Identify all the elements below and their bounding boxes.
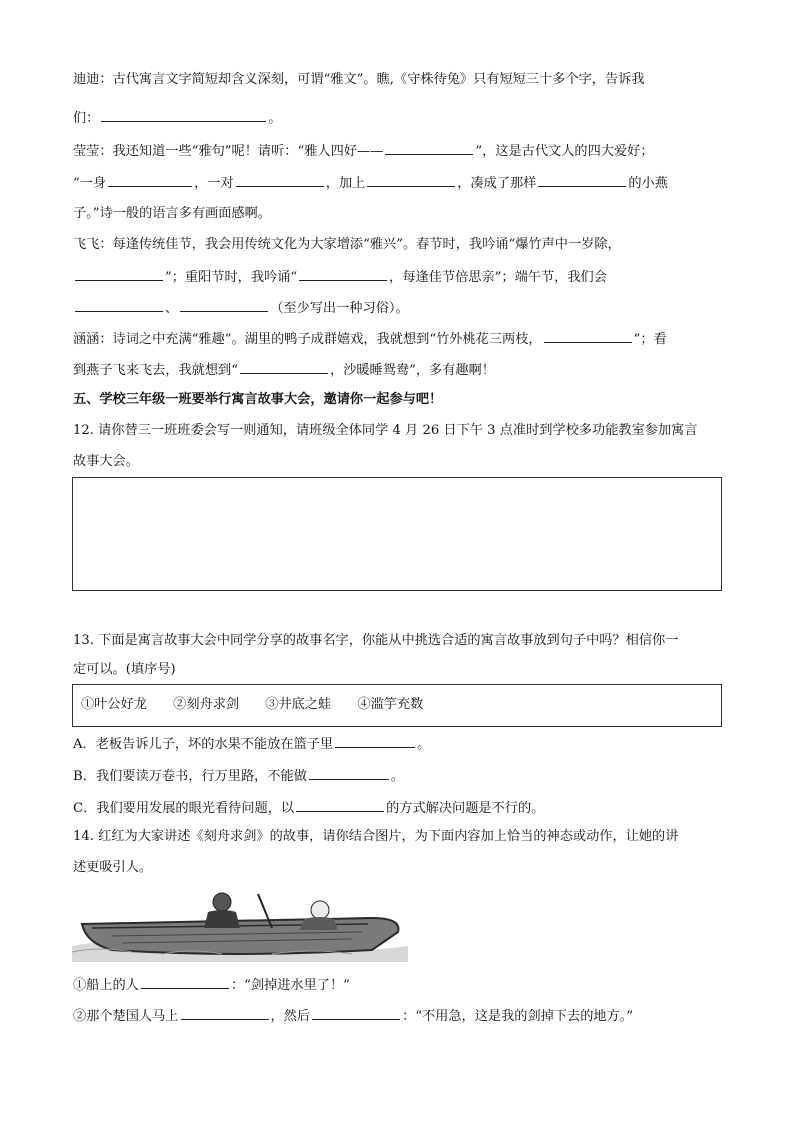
section-heading: 五、学校三年级一班要举行寓言故事大会，邀请你一起参与吧！ xyxy=(73,392,443,407)
q13-item-c: C．我们要用发展的眼光看待问题，以 的方式解决问题是不行的。 xyxy=(73,797,544,819)
q12-line-1: 12. 请你替三一班班委会写一则通知，请班级全体同学 4 月 26 日下午 3 点准时到学校多功能教室参加寓言 xyxy=(73,423,698,438)
q14-line-1: 14. 红红为大家讲述《刻舟求剑》的故事，请你结合图片，为下面内容加上恰当的神态或动作，让她的讲 xyxy=(73,829,679,844)
yingying-line-2: “一身 ，一对 ，加上 ，凑成了那样 的小燕 xyxy=(73,172,668,194)
q14-line-2: 述更吸引人。 xyxy=(73,860,153,875)
answer-blank[interactable] xyxy=(312,1005,400,1020)
answer-blank[interactable] xyxy=(309,765,389,780)
feifei-line-2: ”；重阳节时，我吟诵“ ，每逢佳节倍思亲”；端午节，我们会 xyxy=(73,266,607,288)
q13-line-1: 13. 下面是寓言故事大会中同学分享的故事名字，你能从中挑选合适的寓言故事放到句子中吗？相信你一 xyxy=(73,633,679,648)
feifei-line-3: 、 （至少写出一种习俗）。 xyxy=(73,297,409,319)
yingying-line-1: 莹莹：我还知道一些“雅句”呢！请听：“雅人四好—— ”，这是古代文人的四大爱好； xyxy=(73,140,654,162)
q14-item-1: ①船上的人 ：“剑掉进水里了！” xyxy=(73,974,350,996)
option-1: ①叶公好龙 xyxy=(81,697,147,712)
answer-blank[interactable] xyxy=(240,359,328,374)
answer-blank[interactable] xyxy=(544,328,632,343)
notice-answer-box[interactable] xyxy=(72,477,722,591)
person-head xyxy=(213,893,231,911)
option-4: ④滥竽充数 xyxy=(357,697,424,712)
chuman-head xyxy=(311,901,329,919)
q14-item-2: ②那个楚国人马上 ，然后 ：“不用急，这是我的剑掉下去的地方。” xyxy=(73,1005,633,1027)
yingying-line-3: 子。”诗一般的语言多有画面感啊。 xyxy=(73,206,271,221)
answer-blank[interactable] xyxy=(101,107,266,122)
didi-line-2: 们： 。 xyxy=(73,107,282,129)
answer-blank[interactable] xyxy=(385,140,473,155)
answer-blank[interactable] xyxy=(180,297,268,312)
answer-blank[interactable] xyxy=(75,266,163,281)
q13-item-b: B．我们要读万卷书，行万里路，不能做 。 xyxy=(73,765,404,787)
options-row xyxy=(81,695,445,715)
q12-line-2: 故事大会。 xyxy=(73,454,139,469)
answer-blank[interactable] xyxy=(236,172,324,187)
hanhan-line-2: 到燕子飞来飞去，我就想到“ ，沙暖睡鸳鸯”，多有趣啊！ xyxy=(73,359,495,381)
answer-blank[interactable] xyxy=(299,266,387,281)
answer-blank[interactable] xyxy=(141,974,229,989)
person-body xyxy=(204,910,240,928)
feifei-line-1: 飞飞：每逢传统佳节，我会用传统文化为大家增添“雅兴”。春节时，我吟诵“爆竹声中一岁除， xyxy=(73,237,621,252)
didi-line-1: 迪迪：古代寓言文字简短却含义深刻，可谓“雅文”。瞧,《守株待兔》只有短短三十多个字，告诉我 xyxy=(73,72,645,87)
q13-item-a: A．老板告诉儿子，坏的水果不能放在篮子里 。 xyxy=(73,733,430,755)
answer-blank[interactable] xyxy=(181,1005,269,1020)
option-2: ②刻舟求剑 xyxy=(173,697,240,712)
answer-blank[interactable] xyxy=(75,297,163,312)
answer-blank[interactable] xyxy=(538,172,626,187)
answer-blank[interactable] xyxy=(335,733,415,748)
hanhan-line-1: 涵涵：诗词之中充满“雅趣”。湖里的鸭子成群嬉戏，我就想到“竹外桃花三两枝， ”；看 xyxy=(73,328,667,350)
answer-blank[interactable] xyxy=(367,172,455,187)
option-3: ③井底之蛙 xyxy=(265,697,332,712)
boat-illustration xyxy=(72,888,408,962)
chuman-body xyxy=(300,917,338,930)
q13-line-2: 定可以。(填序号) xyxy=(73,662,176,677)
answer-blank[interactable] xyxy=(108,172,192,187)
answer-blank[interactable] xyxy=(296,797,384,812)
